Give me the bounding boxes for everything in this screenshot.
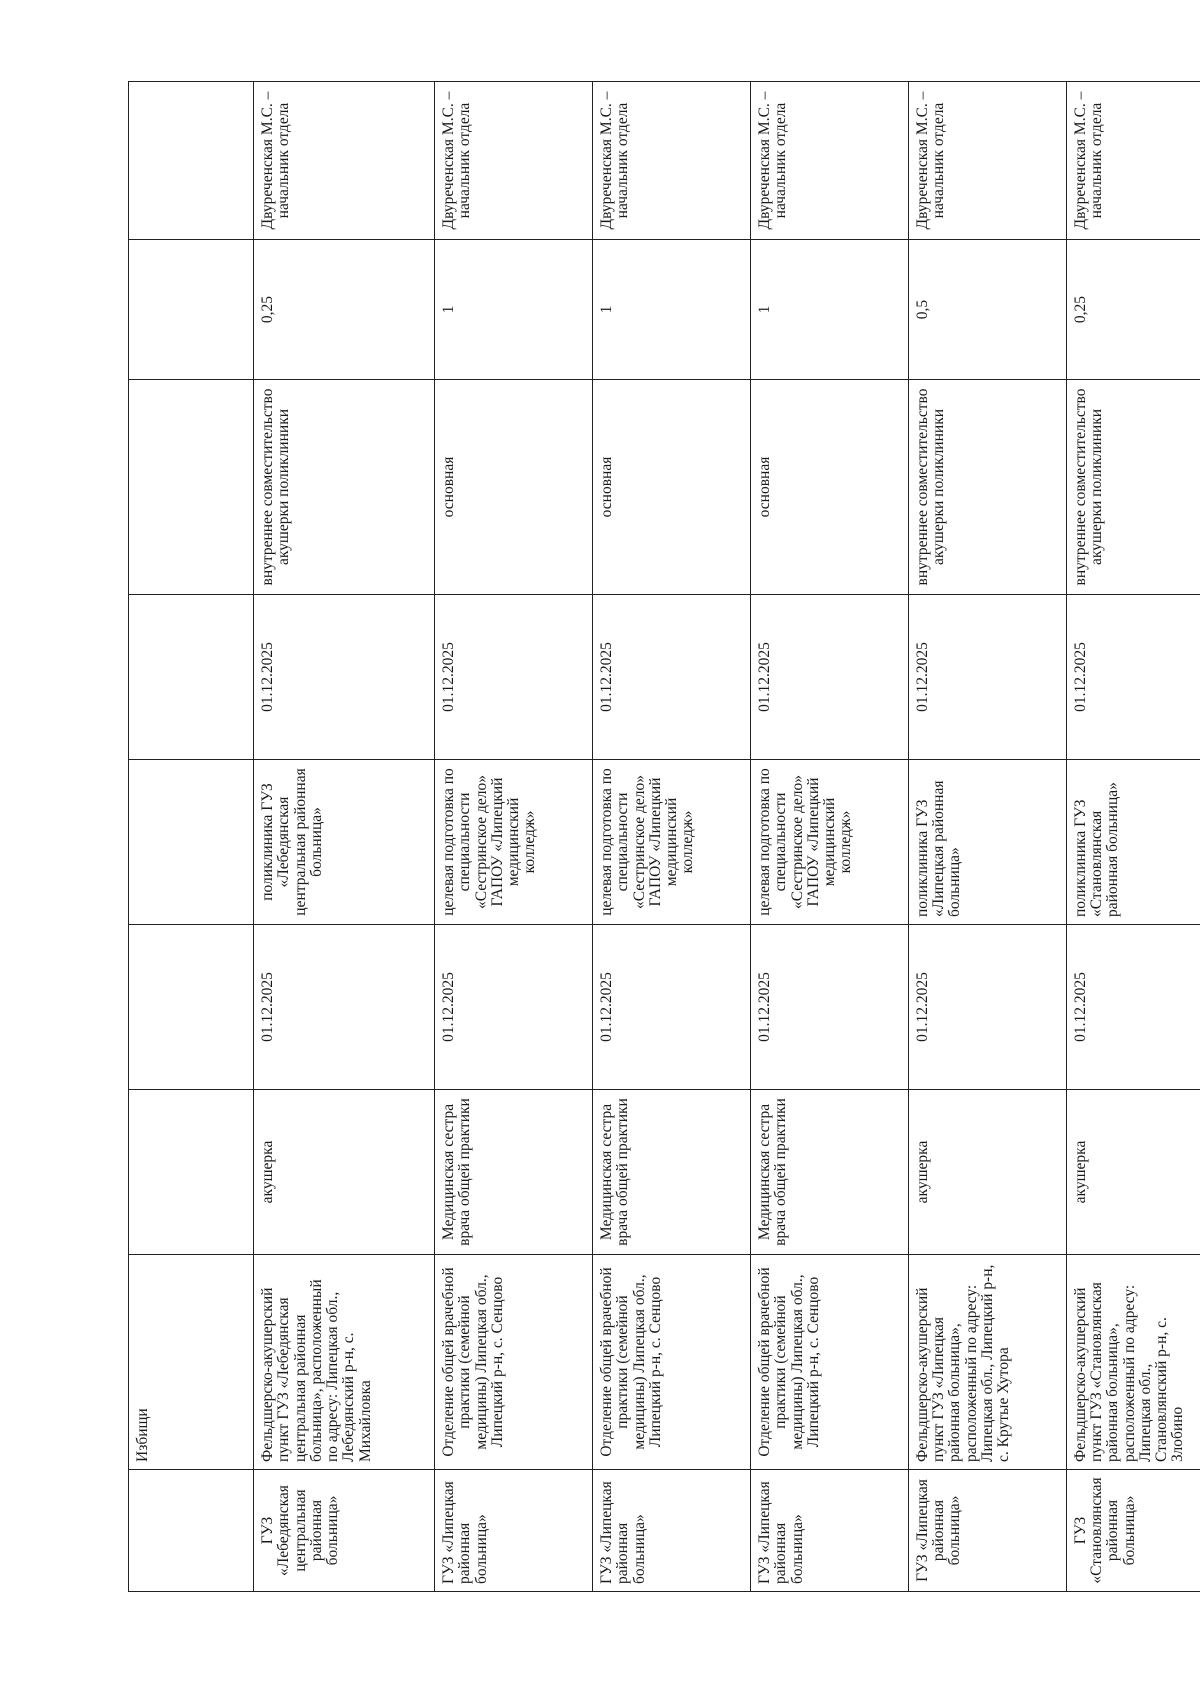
cell-source: поликлиника ГУЗ «Становлянская районная больница»: [1066, 760, 1200, 925]
top-cell-unit: Избищи: [129, 1255, 254, 1470]
cell-unit-address: Фельдшерско-акушерский пункт ГУЗ «Липецкая районная больница», расположенный по адресу: Липецкая обл., Липецкий р-н, с. Крутые Хутора: [908, 1255, 1066, 1470]
top-cell-position: [129, 1090, 254, 1255]
top-cell-type: [129, 380, 254, 595]
cell-date-1: 01.12.2025: [254, 925, 435, 1090]
cell-rate: 0,25: [1066, 240, 1200, 380]
cell-source: поликлиника ГУЗ «Лебедянская центральная районная больница»: [254, 760, 435, 925]
cell-organization: ГУЗ «Лебедянская центральная районная больница»: [254, 1470, 435, 1592]
cell-date-1: 01.12.2025: [750, 925, 908, 1090]
cell-date-1: 01.12.2025: [435, 925, 593, 1090]
cell-rate: 1: [435, 240, 593, 380]
cell-rate: 1: [593, 240, 751, 380]
top-cell-date1: [129, 925, 254, 1090]
cell-responsible: Двуреченская М.С. – начальник отдела: [908, 82, 1066, 240]
cell-source: целевая подготовка по специальности «Сестринское дело» ГАПОУ «Липецкий медицинский колледж»: [750, 760, 908, 925]
cell-organization: ГУЗ «Липецкая районная больница»: [908, 1470, 1066, 1592]
table-body: [129, 82, 1200, 1592]
cell-date-2: 01.12.2025: [908, 595, 1066, 760]
table-row: [593, 82, 751, 1592]
cell-employment-type: основная: [435, 380, 593, 595]
cell-organization: ГУЗ «Липецкая районная больница»: [593, 1470, 751, 1592]
cell-position: Медицинская сестра врача общей практики: [750, 1090, 908, 1255]
cell-employment-type: основная: [750, 380, 908, 595]
cell-date-2: 01.12.2025: [1066, 595, 1200, 760]
cell-organization: ГУЗ «Становлянская районная больница»: [1066, 1470, 1200, 1592]
cell-responsible: Двуреченская М.С. – начальник отдела: [435, 82, 593, 240]
cell-unit-address: Фельдшерско-акушерский пункт ГУЗ «Лебедянская центральная районная больница», расположенный по адресу: Липецкая обл., Лебедянский р-н, с. Михайловка: [254, 1255, 435, 1470]
cell-rate: 1: [750, 240, 908, 380]
cell-position: Медицинская сестра врача общей практики: [435, 1090, 593, 1255]
cell-unit-address: Отделение общей врачебной практики (семейной медицины) Липецкая обл., Липецкий р-н, с. Сенцово: [435, 1255, 593, 1470]
top-cell-rate: [129, 240, 254, 380]
top-cell-source: [129, 760, 254, 925]
cell-unit-address: Отделение общей врачебной практики (семейной медицины) Липецкая обл., Липецкий р-н, с. Сенцово: [750, 1255, 908, 1470]
cell-date-2: 01.12.2025: [435, 595, 593, 760]
cell-employment-type: внутреннее совместительство акушерки поликлиники: [908, 380, 1066, 595]
cell-position: акушерка: [908, 1090, 1066, 1255]
table-row: [435, 82, 593, 1592]
cell-date-2: 01.12.2025: [254, 595, 435, 760]
cell-rate: 0,5: [908, 240, 1066, 380]
cell-date-1: 01.12.2025: [1066, 925, 1200, 1090]
top-cell-org: [129, 1470, 254, 1592]
cell-responsible: Двуреченская М.С. – начальник отдела: [750, 82, 908, 240]
rotated-table-container: [128, 82, 1200, 1592]
table-row: [908, 82, 1066, 1592]
cell-employment-type: внутреннее совместительство акушерки поликлиники: [254, 380, 435, 595]
table-row: [254, 82, 435, 1592]
cell-source: целевая подготовка по специальности «Сестринское дело» ГАПОУ «Липецкий медицинский колледж»: [593, 760, 751, 925]
top-cell-date2: [129, 595, 254, 760]
table-row-top: [129, 82, 254, 1592]
cell-organization: ГУЗ «Липецкая районная больница»: [750, 1470, 908, 1592]
cell-date-1: 01.12.2025: [593, 925, 751, 1090]
cell-rate: 0,25: [254, 240, 435, 380]
cell-date-2: 01.12.2025: [593, 595, 751, 760]
cell-unit-address: Фельдшерско-акушерский пункт ГУЗ «Становлянская районная больница», расположенный по адресу: Липецкая обл., Становлянский р-н, с. Злобино: [1066, 1255, 1200, 1470]
cell-responsible: Двуреченская М.С. – начальник отдела: [254, 82, 435, 240]
cell-organization: ГУЗ «Липецкая районная больница»: [435, 1470, 593, 1592]
cell-employment-type: внутреннее совместительство акушерки поликлиники: [1066, 380, 1200, 595]
cell-date-1: 01.12.2025: [908, 925, 1066, 1090]
cell-position: акушерка: [254, 1090, 435, 1255]
staffing-table: [128, 81, 1200, 1592]
cell-source: целевая подготовка по специальности «Сестринское дело» ГАПОУ «Липецкий медицинский колледж»: [435, 760, 593, 925]
top-cell-responsible: [129, 82, 254, 240]
table-row: [1066, 82, 1200, 1592]
table-row: [750, 82, 908, 1592]
cell-responsible: Двуреченская М.С. – начальник отдела: [1066, 82, 1200, 240]
cell-employment-type: основная: [593, 380, 751, 595]
cell-responsible: Двуреченская М.С. – начальник отдела: [593, 82, 751, 240]
cell-position: Медицинская сестра врача общей практики: [593, 1090, 751, 1255]
cell-source: поликлиника ГУЗ «Липецкая районная больница»: [908, 760, 1066, 925]
cell-position: акушерка: [1066, 1090, 1200, 1255]
cell-unit-address: Отделение общей врачебной практики (семейной медицины) Липецкая обл., Липецкий р-н, с. Сенцово: [593, 1255, 751, 1470]
cell-date-2: 01.12.2025: [750, 595, 908, 760]
